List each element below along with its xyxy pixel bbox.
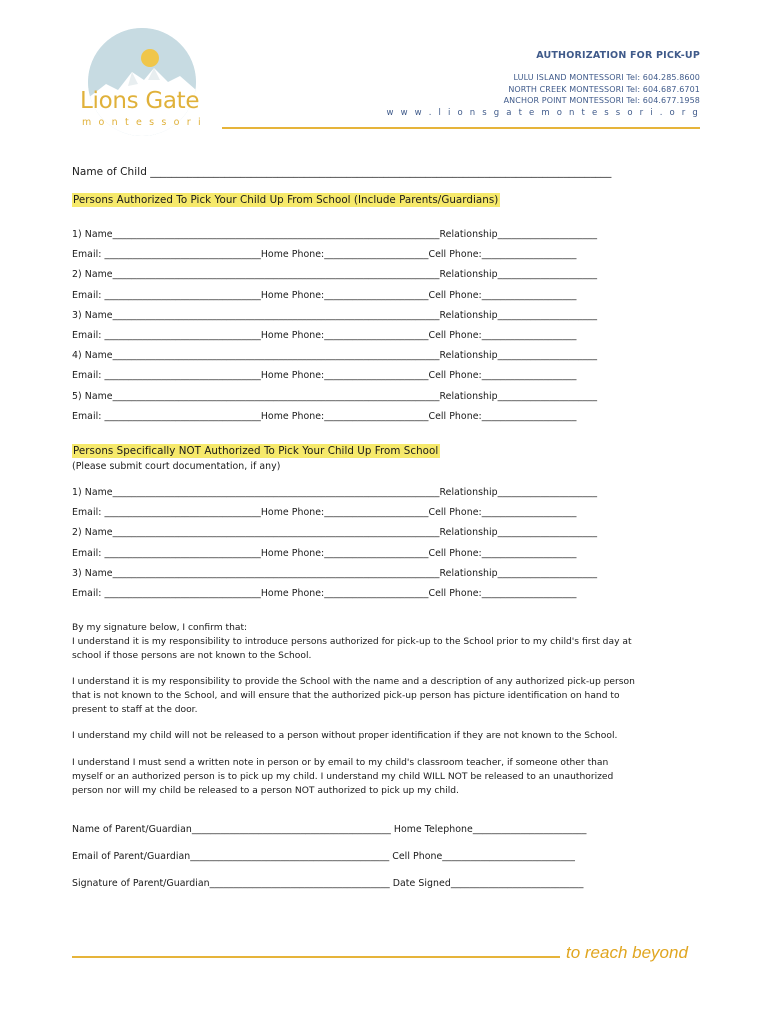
footer-rule: [72, 956, 560, 958]
authorized-row-5-contact[interactable]: Email: _________________________________Home Phone:______________________Cell Phone:____________________: [72, 411, 577, 422]
header-rule: [222, 127, 700, 129]
authorized-row-4-contact[interactable]: Email: _________________________________Home Phone:______________________Cell Phone:____________________: [72, 370, 577, 381]
terms-paragraph-1: By my signature below, I confirm that: I understand it is my responsibility to introduce persons authorized for pick-up to the School prior to my child's first day at school if those persons are not known to the School.: [72, 623, 632, 661]
not-authorized-row-1-contact[interactable]: Email: _________________________________Home Phone:______________________Cell Phone:____________________: [72, 507, 577, 518]
parent-signature-field[interactable]: Signature of Parent/Guardian______________________________________ Date Signed____________________________: [72, 878, 584, 889]
logo-name: Lions Gate: [80, 88, 200, 114]
authorized-row-1-name[interactable]: 1) Name_____________________________________________________________________Relationship_____________________: [72, 229, 598, 240]
not-authorized-row-1-name[interactable]: 1) Name_____________________________________________________________________Relationship_____________________: [72, 487, 598, 498]
not-authorized-note: (Please submit court documentation, if any): [72, 461, 281, 472]
school-contact-northcreek: NORTH CREEK MONTESSORI Tel: 604.687.6701: [508, 85, 700, 94]
parent-email-field[interactable]: Email of Parent/Guardian__________________________________________ Cell Phone____________________________: [72, 851, 575, 862]
not-authorized-row-3-name[interactable]: 3) Name_____________________________________________________________________Relationship_____________________: [72, 568, 598, 579]
authorized-row-4-name[interactable]: 4) Name_____________________________________________________________________Relationship_____________________: [72, 350, 598, 361]
authorized-row-3-name[interactable]: 3) Name_____________________________________________________________________Relationship_____________________: [72, 310, 598, 321]
website: w w w . l i o n s g a t e m o n t e s s o r i . o r g: [386, 108, 700, 118]
parent-name-field[interactable]: Name of Parent/Guardian__________________________________________ Home Telephone________________________: [72, 824, 587, 835]
authorized-row-1-contact[interactable]: Email: _________________________________Home Phone:______________________Cell Phone:____________________: [72, 249, 577, 260]
authorized-row-2-name[interactable]: 2) Name_____________________________________________________________________Relationship_____________________: [72, 269, 598, 280]
school-contact-anchorpoint: ANCHOR POINT MONTESSORI Tel: 604.677.1958: [503, 96, 700, 105]
child-name-field[interactable]: Name of Child _______________________________________________________________________________________: [72, 166, 612, 178]
authorized-heading: Persons Authorized To Pick Your Child Up From School (Include Parents/Guardians): [73, 194, 499, 206]
terms-paragraph-4: I understand I must send a written note in person or by email to my child's classroom teacher, if someone other than myself or an authorized person is to pick up my child. I understand my child WILL NOT be released to an unauthorized person nor will my child be released to a person NOT authorized to pick up my child.: [72, 758, 614, 796]
authorized-row-3-contact[interactable]: Email: _________________________________Home Phone:______________________Cell Phone:____________________: [72, 330, 577, 341]
terms-paragraph-3: I understand my child will not be released to a person without proper identification if they are not known to the School.: [72, 731, 618, 741]
logo-subtitle: montessori: [82, 117, 208, 128]
not-authorized-row-2-name[interactable]: 2) Name_____________________________________________________________________Relationship_____________________: [72, 527, 598, 538]
school-contact-lulu: LULU ISLAND MONTESSORI Tel: 604.285.8600: [513, 73, 700, 82]
footer-tagline: to reach beyond: [566, 943, 688, 962]
not-authorized-heading: Persons Specifically NOT Authorized To Pick Your Child Up From School: [73, 445, 439, 457]
not-authorized-row-2-contact[interactable]: Email: _________________________________Home Phone:______________________Cell Phone:____________________: [72, 548, 577, 559]
terms-paragraph-2: I understand it is my responsibility to provide the School with the name and a description of any authorized pick-up person that is not known to the School, and will ensure that the authorized pick-up person has picture identification on hand to present to staff at the door.: [72, 677, 635, 715]
not-authorized-row-3-contact[interactable]: Email: _________________________________Home Phone:______________________Cell Phone:____________________: [72, 588, 577, 599]
form-title: AUTHORIZATION FOR PICK-UP: [536, 50, 700, 61]
authorized-row-5-name[interactable]: 5) Name_____________________________________________________________________Relationship_____________________: [72, 391, 598, 402]
authorized-row-2-contact[interactable]: Email: _________________________________Home Phone:______________________Cell Phone:____________________: [72, 290, 577, 301]
